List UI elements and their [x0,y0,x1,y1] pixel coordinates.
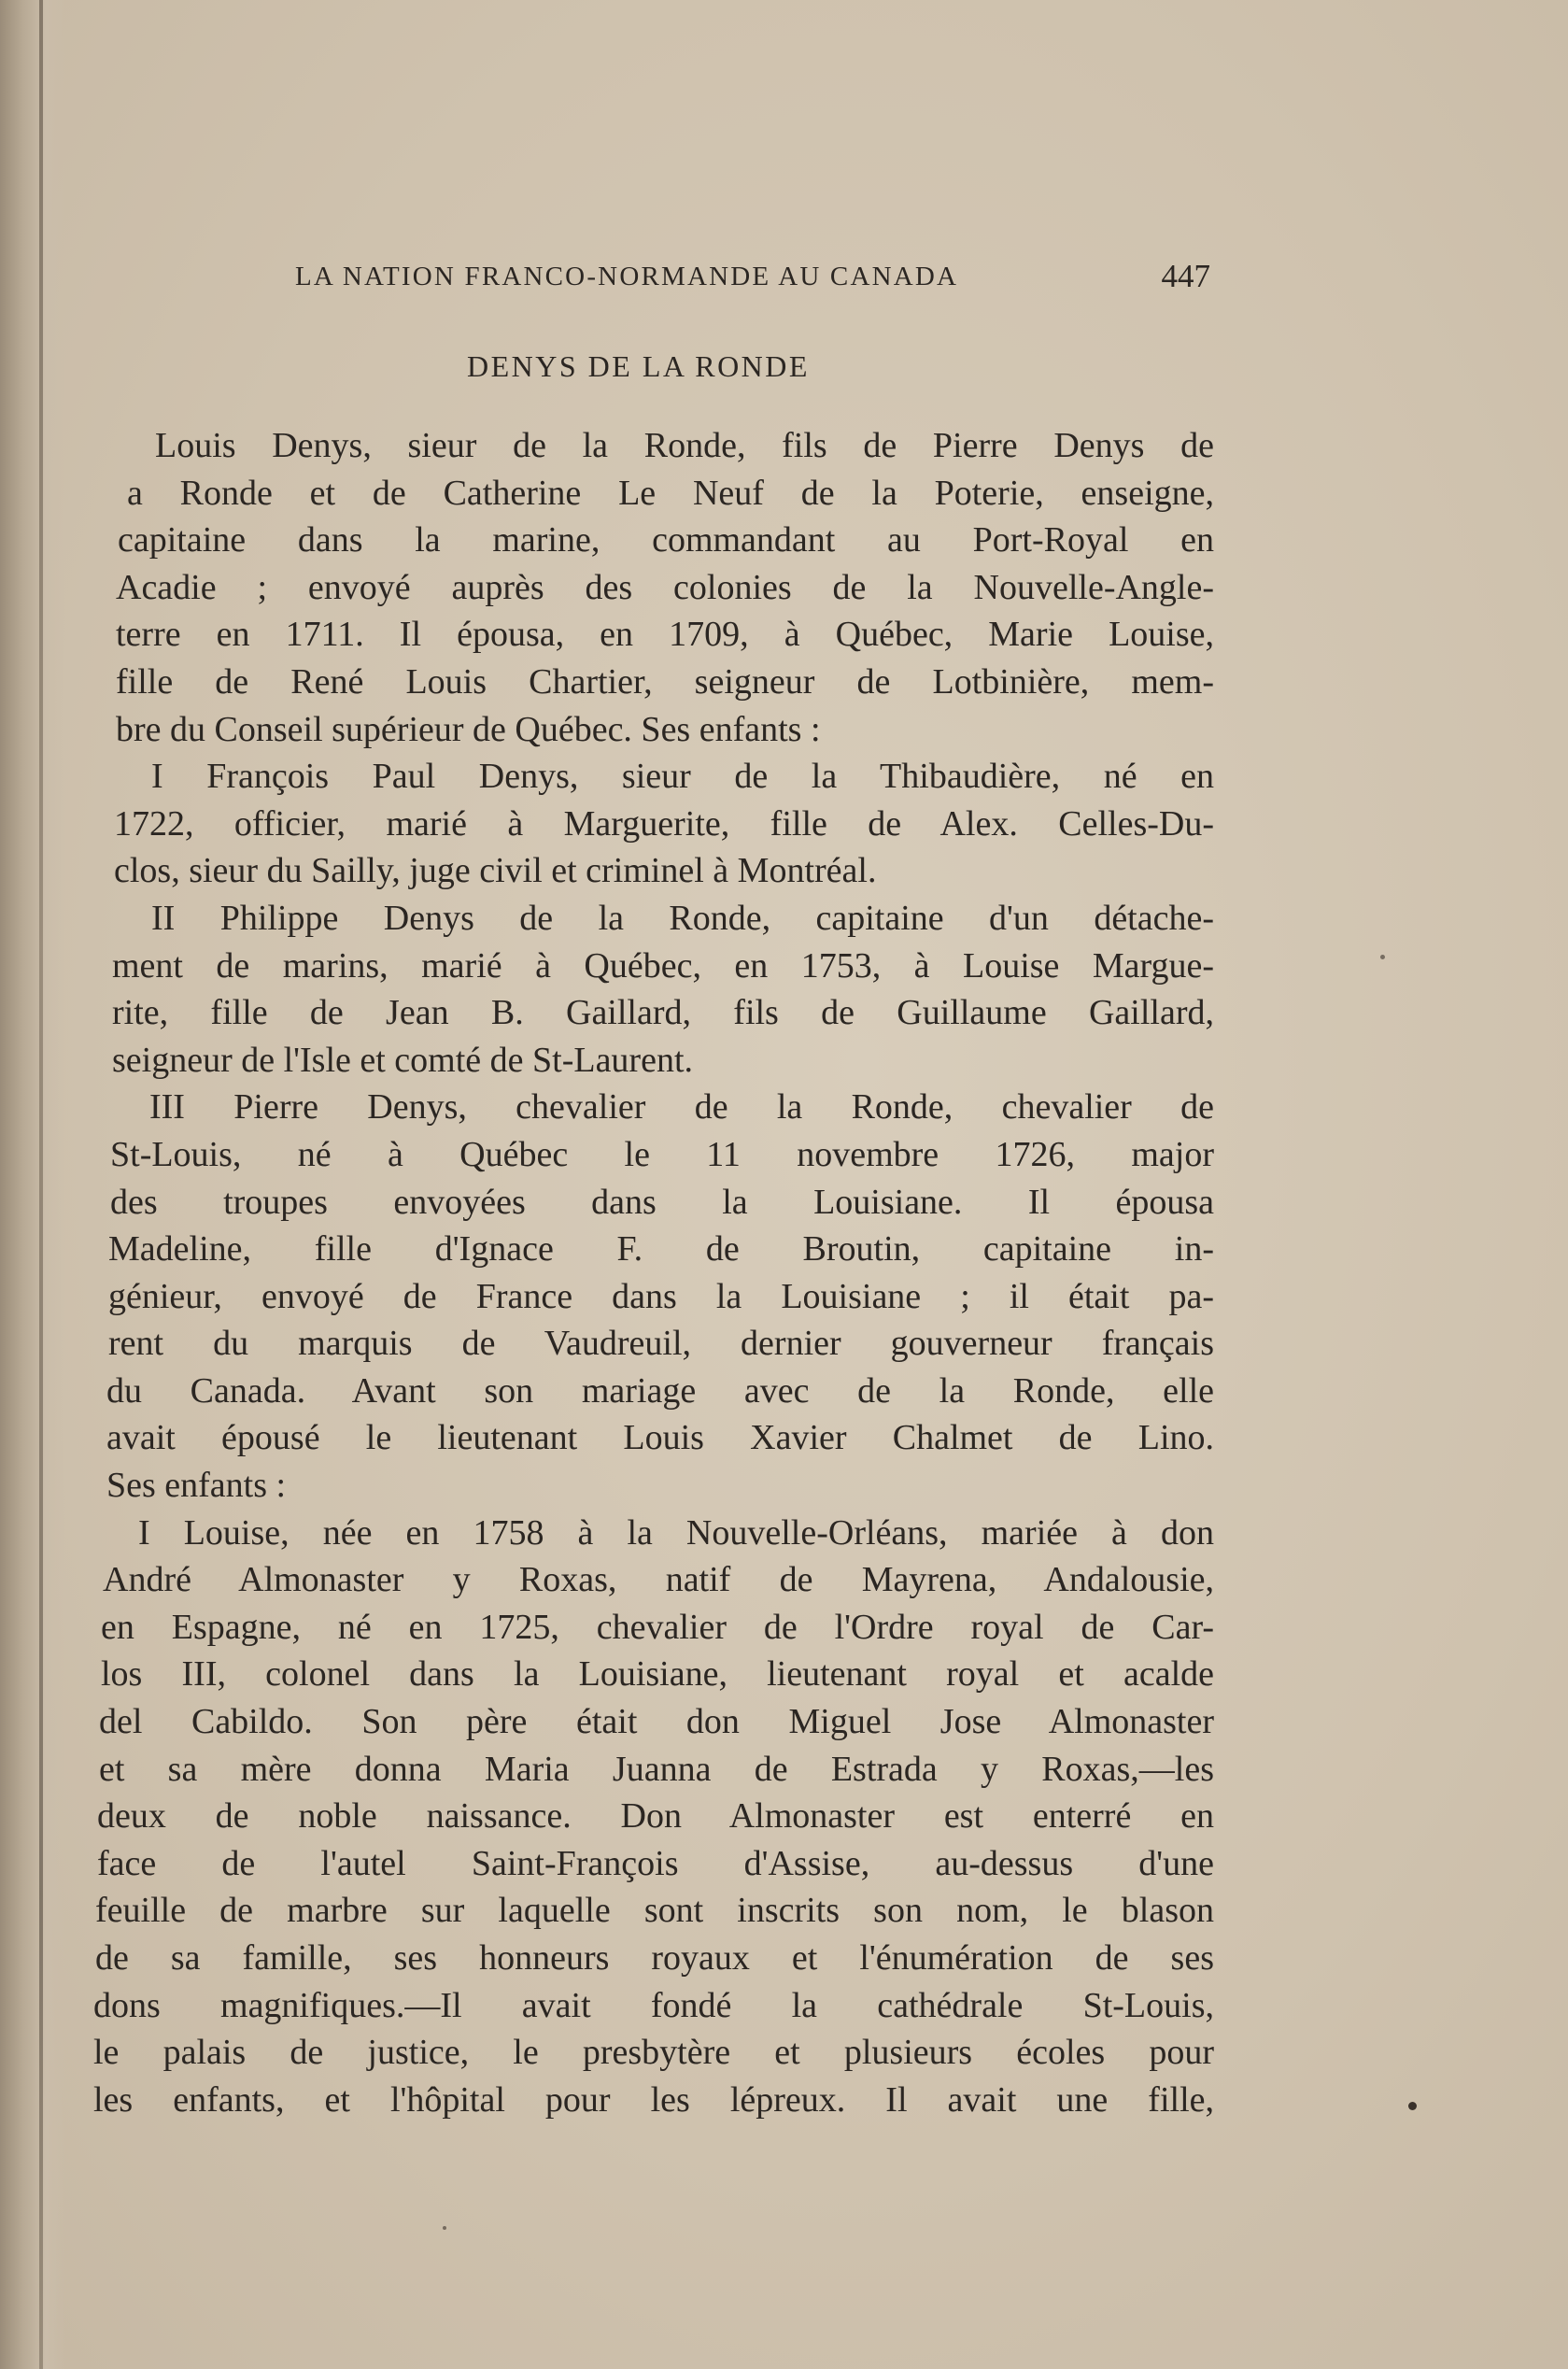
body-text [93,422,1214,2123]
text-line: Louis Denys, sieur de la Ronde, fils de Pierre Denys de [155,426,1214,465]
page-number: 447 [1161,258,1210,294]
text-line: Madeline, fille d'Ignace F. de Broutin, capitaine in- [108,1229,1214,1270]
text-line: avait épousé le lieutenant Louis Xavier Chalmet de Lino. [106,1418,1214,1458]
text-line: deux de noble naissance. Don Almonaster est enterré en [97,1796,1214,1837]
text-line: a Ronde et de Catherine Le Neuf de la Poterie, enseigne, [127,473,1214,513]
text-line: ment de marins, marié à Québec, en 1753, à Louise Margue- [112,945,1214,986]
text-line: II Philippe Denys de la Ronde, capitaine d'un détache- [151,898,1214,938]
text-line: le palais de justice, le presbytère et plusieurs écoles pour [93,2033,1214,2073]
text-line: I François Paul Denys, sieur de la Thibaudière, né en [151,757,1214,797]
text-line: terre en 1711. Il épousa, en 1709, à Québec, Marie Louise, [116,615,1214,655]
section-title: DENYS DE LA RONDE [467,349,810,383]
text-line: bre du Conseil supérieur de Québec. Ses enfants : [116,709,821,749]
ink-speck [1408,2102,1417,2110]
text-line: Acadie ; envoyé auprès des colonies de la Nouvelle-Angle- [116,567,1214,607]
text-line: del Cabildo. Son père était don Miguel Jose Almonaster [99,1702,1214,1742]
text-line: rent du marquis de Vaudreuil, dernier gouverneur français [108,1324,1214,1364]
text-line: du Canada. Avant son mariage avec de la Ronde, elle [106,1370,1214,1411]
text-line: fille de René Louis Chartier, seigneur de Lotbinière, mem- [116,661,1214,702]
text-line: I Louise, née en 1758 à la Nouvelle-Orléans, mariée à don [138,1512,1214,1553]
text-line: los III, colonel dans la Louisiane, lieutenant royal et acalde [101,1654,1214,1695]
text-line: 1722, officier, marié à Marguerite, fille de Alex. Celles-Du- [114,803,1214,844]
running-head [295,258,1210,295]
text-line: génieur, envoyé de France dans la Louisiane ; il était pa- [108,1276,1214,1316]
text-line: clos, sieur du Sailly, juge civil et criminel à Montréal. [114,851,877,891]
text-line: et sa mère donna Maria Juanna de Estrada y Roxas,—les [99,1749,1214,1789]
text-line: des troupes envoyées dans la Louisiane. Il épousa [110,1182,1214,1222]
text-line: feuille de marbre sur laquelle sont inscrits son nom, le blason [95,1891,1214,1931]
ink-speck [443,2226,446,2230]
text-line: les enfants, et l'hôpital pour les lépreux. Il avait une fille, [93,2079,1214,2120]
running-head-title: LA NATION FRANCO-NORMANDE AU CANADA [295,262,959,291]
text-line: en Espagne, né en 1725, chevalier de l'Ordre royal de Car- [101,1607,1214,1647]
text-line: André Almonaster y Roxas, natif de Mayrena, Andalousie, [103,1560,1214,1600]
text-line: de sa famille, ses honneurs royaux et l'énumération de ses [95,1938,1214,1978]
page-gutter-shadow [0,0,65,2369]
text-line: Ses enfants : [106,1466,287,1506]
ink-speck [1380,955,1385,959]
text-line: St-Louis, né à Québec le 11 novembre 1726, major [110,1134,1214,1174]
text-line: III Pierre Denys, chevalier de la Ronde, chevalier de [149,1087,1214,1128]
text-line: face de l'autel Saint-François d'Assise, au-dessus d'une [97,1843,1214,1883]
binding-edge [39,0,43,2369]
text-line: rite, fille de Jean B. Gaillard, fils de Guillaume Gaillard, [112,993,1214,1033]
text-line: dons magnifiques.—Il avait fondé la cathédrale St-Louis, [93,1985,1214,2025]
text-line: capitaine dans la marine, commandant au Port-Royal en [118,520,1214,560]
text-line: seigneur de l'Isle et comté de St-Laurent. [112,1040,694,1080]
